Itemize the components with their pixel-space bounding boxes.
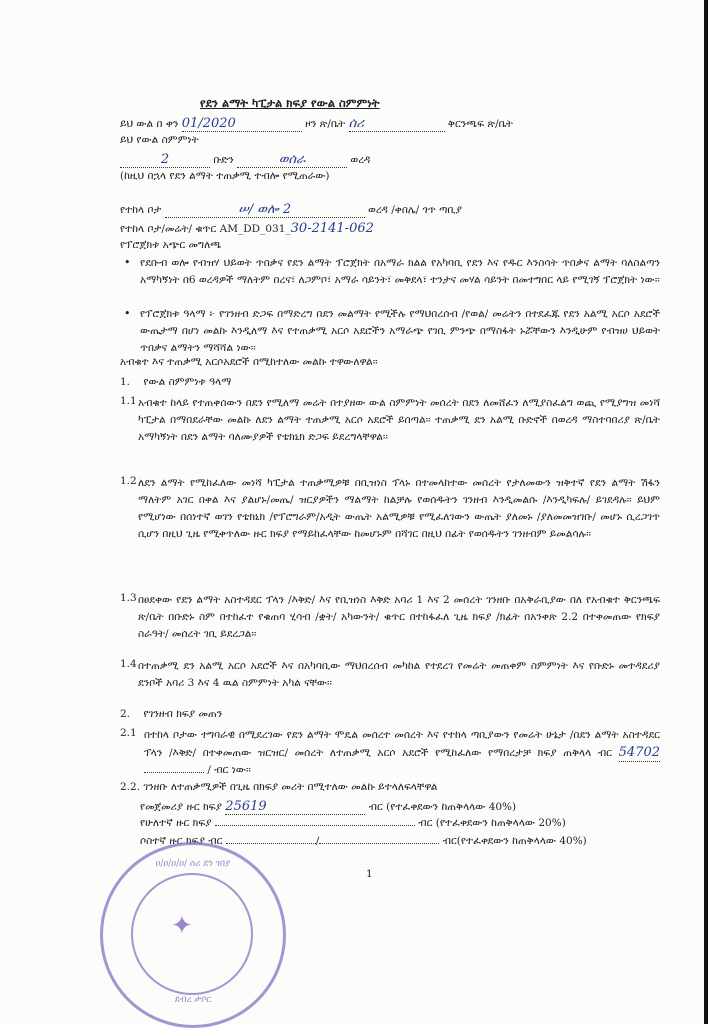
bullet-text: የደቡብ ወሎ የብዝሃ ህይወት ጥበቃና የደን ልማት ፕሮጀክት በአማራ ክልል የአካባቢ የደን እና የዱር እንስሳት ጥበቃና ልማት ባለስልጣን አማካኝነት በ6 ወረዳዎች ማለትም በረና፣ ለጋምቦ፣ አማራ ሳይንት፣ መቅደላ፣ ተንታና መሃል ሳይንት በመተግበር ላይ የሚገኝ ፕሮጀክት ነው፡፡ xyxy=(140,257,660,286)
header-date-value: 01/2020 xyxy=(182,116,302,132)
location-line-2 xyxy=(120,221,374,236)
header-line-2: ይህ የውል ስምምነት xyxy=(120,134,199,146)
payment-label: የሁለተኛ ዙር ክፍያ xyxy=(140,817,212,829)
header-number-value: 2 xyxy=(120,152,210,168)
header-date-label: ይህ ውል በ ቀን xyxy=(120,118,179,130)
payment-row-1 xyxy=(140,799,516,815)
header-line-4: (ከዚህ በኋላ የደን ልማት ተጠቃሚ ተብሎ የሚጠራው) xyxy=(120,170,330,182)
clause-number: 1.4 xyxy=(120,658,137,670)
payment-suffix: ብር (የተፈቀደውን ከጠቅላላው 20%) xyxy=(418,817,566,829)
payment-blank xyxy=(319,843,439,844)
section-title: የገንዘብ ክፍያ መጠን xyxy=(143,708,223,720)
project-summary-heading: የፕሮጀክቱ አጭር መግለጫ xyxy=(120,239,222,251)
payment-total-suffix: / ብር ነው፡፡ xyxy=(207,764,251,776)
clause-text: በፀደቀው የደን ልማት አስተዳደር ፕላን /እቅድ/ እና የቢዝነስ እቅድ አባሪ 1 እና 2 መሰረት ገንዘቡ በአቅራቢያው በለ የአብቁተ ቅርንጫፍ ጽ/ቤት በቡድኑ ስም በተከፈተ የቁጠባ ሂሳብ /ቋት/ አካውንት/ ቁጥር በተከፋፈለ ጊዜ ክፍያ /ክፊት በአንቀጽ 2.2 በተቀመጠው የክፍያ ስራዓት/ መሰረት ገቢ ይደረጋል፡፡ xyxy=(138,594,660,640)
stamp-emblem-icon: ✦ xyxy=(171,911,193,941)
clause-number: 2.1 xyxy=(120,727,137,739)
section-number: 1. xyxy=(120,376,131,388)
document-title: የደን ልማት ካፒታል ክፍያ የውል ስምምነት xyxy=(200,96,380,110)
payment-suffix: ብር (የተፈቀደውን ከጠቅላላው 40%) xyxy=(368,801,517,813)
section-1-heading xyxy=(120,376,231,389)
clause-number: 1.3 xyxy=(120,592,137,604)
clause-2-2 xyxy=(120,781,437,794)
clause-number: 1.2 xyxy=(120,475,137,487)
intro-text: አብቁተ እና ተጠቃሚ አርሶአደሮች በሚከተለው መልኩ ተዋውለዋል፡፡ xyxy=(120,356,378,368)
location-plot-value: 30-2141-062 xyxy=(290,221,374,236)
location-site-suffix: ወረዳ /ቀበሌ/ ጎጥ ጣቢያ xyxy=(368,204,462,216)
header-group-value: ወሰራ xyxy=(237,152,347,168)
header-branch-label: ቅርንጫፍ ጽ/ቤት xyxy=(447,118,513,130)
clause-text: በተጠቃሚ ደን አልሚ አርሶ አደሮች እና በአካባቢው ማህበረሰብ መካከል የተደረገ የመሬት መጠቀም ስምምነት እና የቡድኑ መተዳደሪያ ደንቦች አባሪ 3 እና 4 ዉል ስምምነት አካል ናቸው፡፡ xyxy=(138,660,660,689)
payment-blank xyxy=(215,825,415,826)
scan-edge xyxy=(704,0,708,1024)
official-stamp xyxy=(100,842,286,1028)
section-2-heading xyxy=(120,708,222,721)
header-line-1 xyxy=(120,116,513,132)
header-group-label: ቡድን xyxy=(213,154,234,166)
clause-number: 2.2 xyxy=(120,781,137,793)
header-woreda-label: ወረዳ xyxy=(350,154,371,166)
bullet-text: የፕሮጀክቱ ዓላማ ፦ የገንዘብ ድጋፍ በማድረግ በደን መልማት የሚችሉ የማህበረሰብ /የወል/ መሬትን በተደፈጁ የደን አልሚ አርሶ አደሮች ውጤታማ በሆነ መልኩ እንዲለማ እና የተጠቃሚ አርሶ አደሮችን አማራጭ የገቢ ምንጭ በማስፋት ኑሯቸውን እንዲሁም የብዝሀ ህይወት ጥበቃና ልማትን ማሻሻል ነው፡፡ xyxy=(140,308,660,354)
payment-label: ሶስተኛ ዙር ክፍያ ብር xyxy=(140,835,223,847)
clause-text xyxy=(144,727,660,779)
location-site-label: የተከላ ቦታ xyxy=(120,204,162,216)
location-line-1 xyxy=(120,202,462,218)
payment-total-text: በተከላ ቦታው ተግባራዊ በሚደረገው የደን ልማት ሞዴል መሰረተ መሰረት እና የተከላ ጣቢያውን የመሬት ሁኔታ /በደን ልማት አስተዳደር ፕላን /እቅድ/ በተቀመጠው ዝርዝር/ መሰረት ለተጠቃሚ አርሶ አደሮች የሚከፈለው የማበረታቻ ክፍያ ጠቅላላ ብር xyxy=(144,729,660,759)
section-number: 2. xyxy=(120,708,131,720)
bullet-marker: • xyxy=(124,307,131,320)
payment-suffix: ብር(የተፈቀደውን ከጠቅላላው 40%) xyxy=(442,835,587,847)
payment-label: የመጀመሪያ ዙር ክፍያ xyxy=(140,801,222,813)
payment-row-2 xyxy=(140,817,566,830)
payment-row-3: ሶስተኛ ዙር ክፍያ ብር / ብር(የተፈቀደውን ከጠቅላላው 40%) xyxy=(140,835,587,847)
location-site-value: ሠ/ ወሎ 2 xyxy=(165,202,365,218)
clause-number: 1.1 xyxy=(120,395,137,407)
header-line-3 xyxy=(120,152,370,168)
page-number: 1 xyxy=(366,868,373,880)
stamp-top-text: ዐ/ዐ/ዐ/ዐ/ ሰሪ ደን ገበያ xyxy=(155,859,231,869)
bullet-marker: • xyxy=(124,256,131,269)
clause-text: . ገንዘቡ ለተጠቃሚዎች በጊዜ በክፍያ መሪት በሚተለው መልኩ ይተላለፍላቸዋል xyxy=(136,781,438,793)
header-office-value: ሰሪ xyxy=(349,116,445,132)
header-zone-label: ዞን ጽ/ቤት xyxy=(305,118,346,130)
payment-blank xyxy=(144,772,204,773)
stamp-bottom-text: ደብረ ታቦር xyxy=(174,995,212,1005)
payment-blank xyxy=(226,843,316,844)
location-plot-label: የተከላ ቦታ/መሬት/ ቁጥር AM_DD_031_ xyxy=(120,223,291,235)
payment-value: 25619 xyxy=(225,799,365,815)
clause-text: ለደን ልማት የሚከፈለው መነሻ ካፒታል ተጠቃሚዎቹ በቢዝነስ ፕላኑ በተመላከተው መሰረት የታለመውን ዝቅተኛ የደን ልማት ሽፋን ማለትም አገር በቀል እና ያልሆኑ/መጤ/ ዝርያዎችን ማልማት ከልቻሉ የወሰዱትን ገንዘብ እንዲመልሱ /እንዲካፍሉ/ ይገደዳሉ፡፡ ይህም የሚሆነው በሰነተኛ ወገን የቴክኒክ /የፕሮግራም/አዲት ውጤት አልሚዎቹ የሚፈለገውን ውጤት ያለመኑ /ያለመመዝገቡ/ መሆኑ ሲረጋገጥ ሲሆን በዚህ ጊዜ የሚቀጥለው ዙር ክፍያ የማይከፈላቸው ከመሆኑም በሻገር በዚህ በፊት የወሰዱትን ገንዘብም ይመልሳሉ፡፡ xyxy=(138,477,660,540)
clause-text: አብቁተ ከላይ የተጠቀሰውን በደን የሚለማ መሬት በተያዘው ውል ስምምነት መሰረት በደን ለመሸፈን ለሚያስፈልግ ወጪ የሚያግዝ መነሻ ካፒታል በማበደራቸው መልኩ ለደን ልማት ተጠቃሚ አርሶ አደሮች ይሰጣል፡፡ ተጠቃሚ ደን አልሚ ቡድኖች በወረዳ ማስተባበሪያ ጽ/ቤት አማካኝነት በደን ልማት ባለሙያዎች የቴክኒክ ድጋፍ ይደረግላቸዋል፡፡ xyxy=(138,397,660,443)
payment-total-amount: 54702 xyxy=(618,745,661,760)
section-title: የውል ስምምነቱ ዓላማ xyxy=(143,376,232,388)
